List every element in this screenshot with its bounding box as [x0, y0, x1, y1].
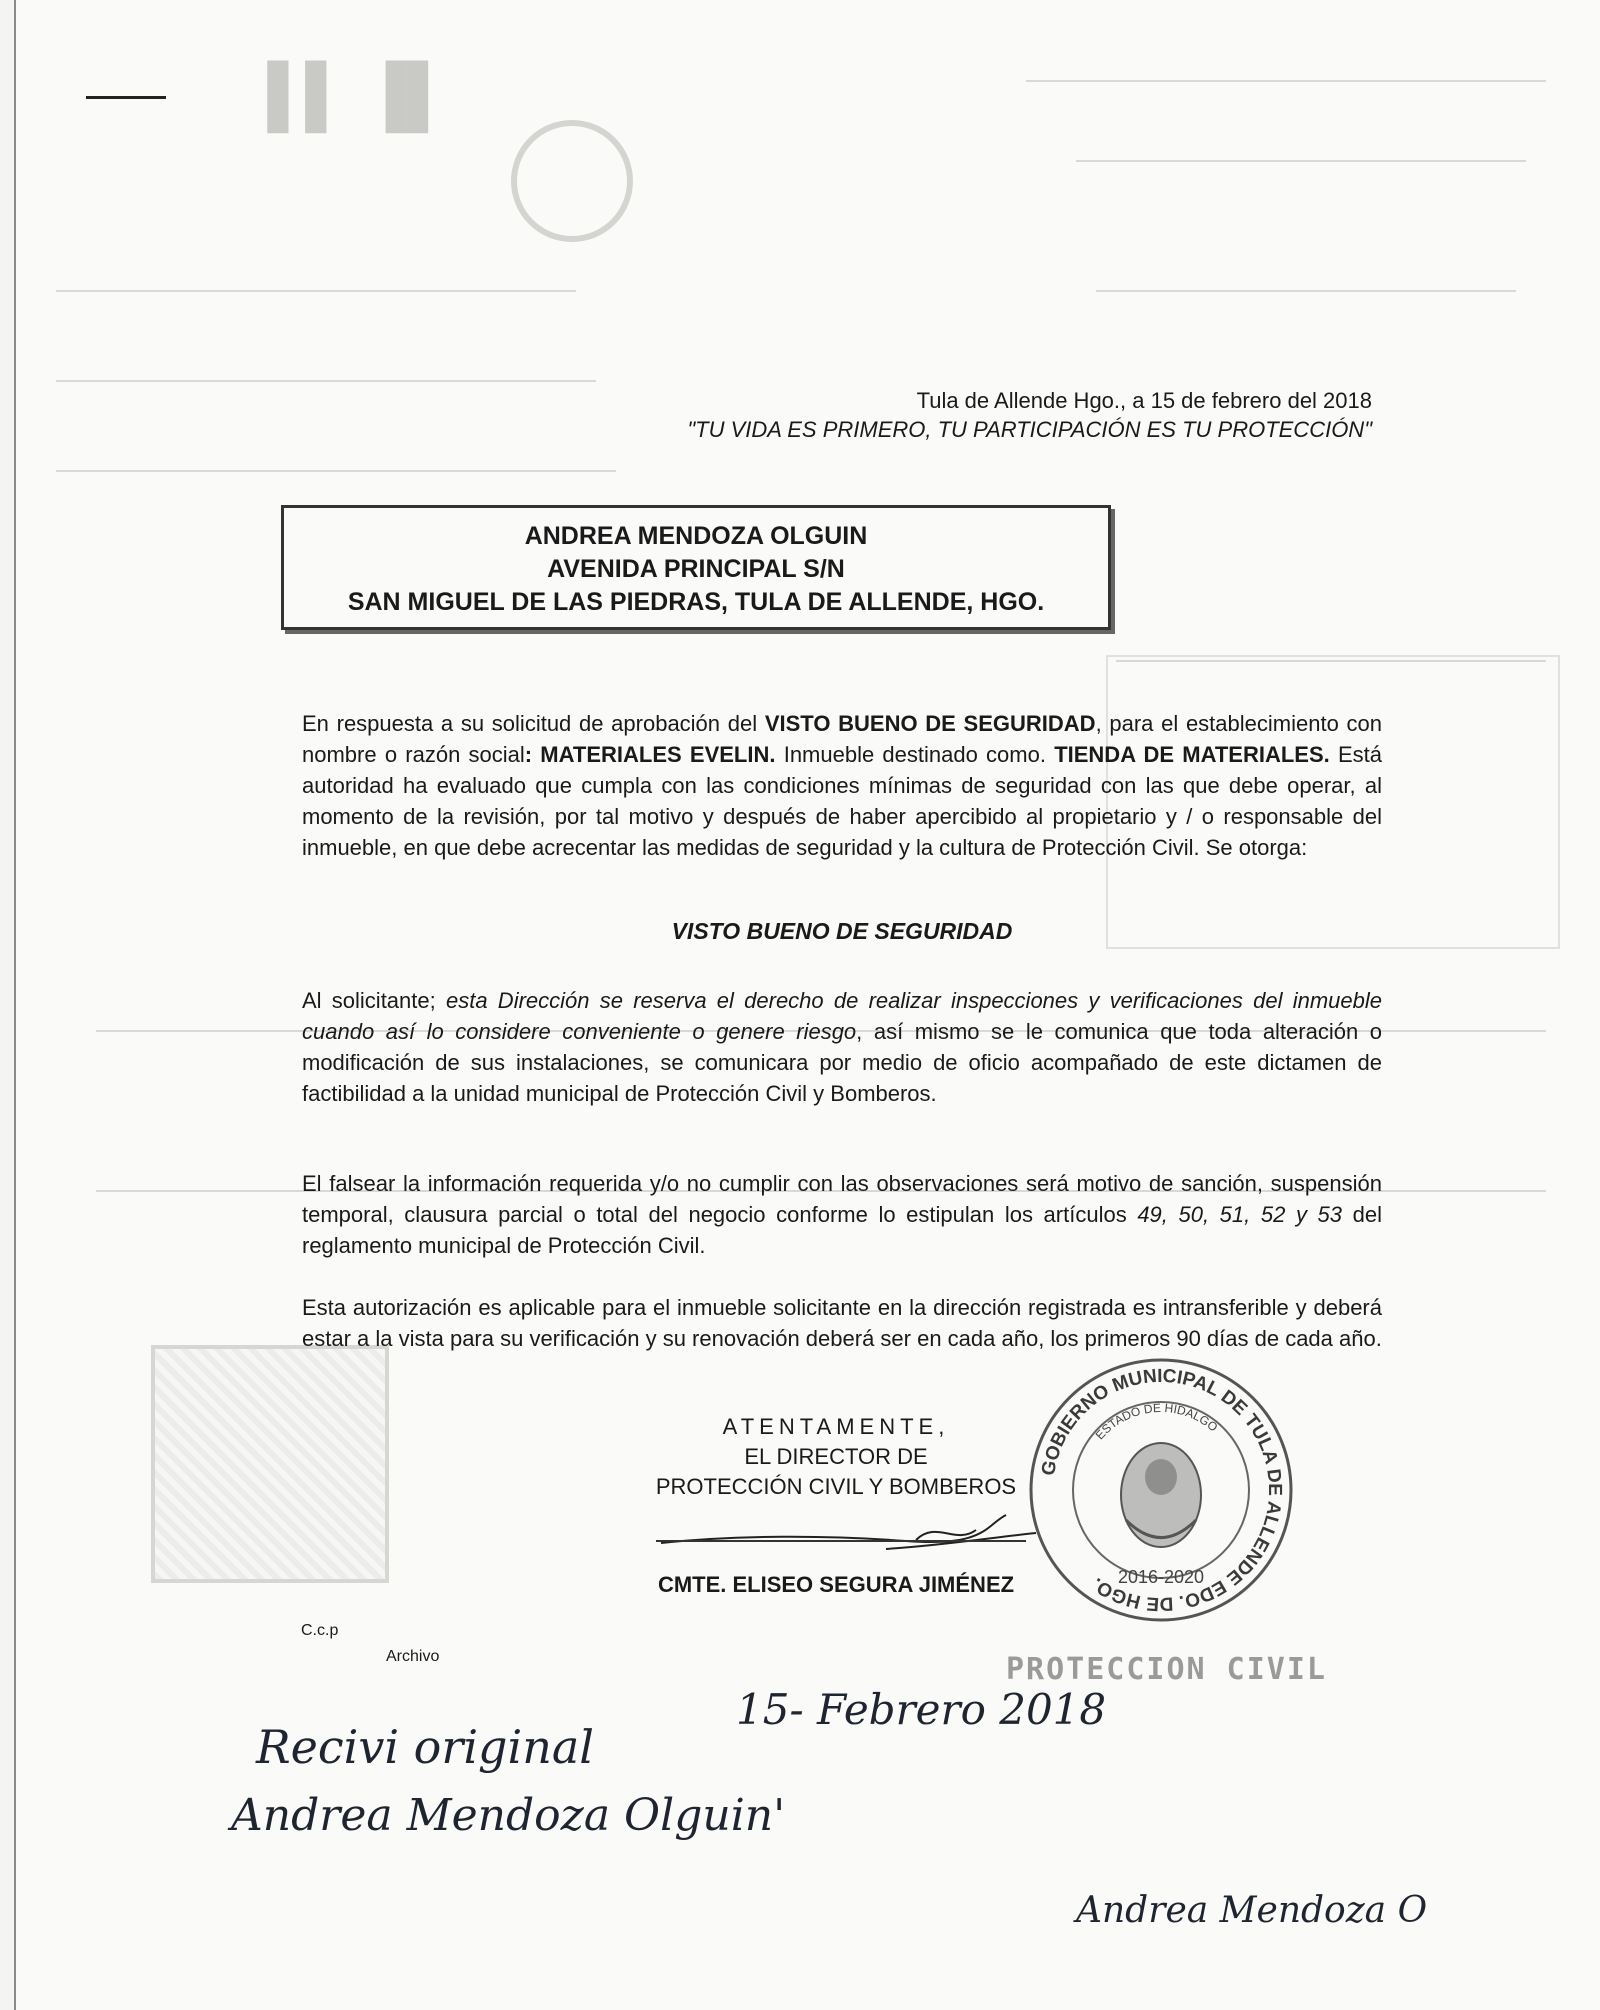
recipient-locality: SAN MIGUEL DE LAS PIEDRAS, TULA DE ALLENDE, HGO. [347, 588, 1045, 616]
civil-protection-stamp: PROTECCION CIVIL [1006, 1652, 1327, 1687]
articles-list: 49, 50, 51, 52 y 53 [1137, 1202, 1343, 1227]
bleed-through-circle [511, 120, 633, 242]
seal-figure-icon [1121, 1443, 1201, 1547]
seal-outer-text: GOBIERNO MUNICIPAL DE TULA DE ALLENDE EDO. DE HGO. [1037, 1365, 1286, 1615]
seal-inner-text: ESTADO DE HIDALGO [1092, 1400, 1221, 1443]
signer-title-1: EL DIRECTOR DE [744, 1444, 928, 1469]
text-run: del reglamento municipal de Protección Civil. [302, 1202, 1382, 1258]
signature-block [636, 1412, 1036, 1502]
seal-years: 2016-2020 [1117, 1567, 1205, 1587]
document-page [14, 0, 1600, 2010]
bleed-through-qr [151, 1345, 389, 1583]
business-name: : MATERIALES EVELIN. [524, 742, 776, 767]
bleed-through-line [56, 290, 576, 292]
signer-name: CMTE. ELISEO SEGURA JIMÉNEZ [657, 1572, 1015, 1597]
text-run: , para el establecimiento con nombre o razón social [302, 711, 1382, 767]
municipal-seal [1026, 1355, 1296, 1625]
text-run: Al solicitante; [302, 988, 446, 1013]
ccp-archivo: Archivo [386, 1648, 440, 1665]
director-signature [656, 1505, 1046, 1565]
handwritten-received: Recivi original [256, 1720, 594, 1774]
svg-text:ESTADO DE HIDALGO [1093, 1401, 1221, 1442]
bleed-through-line [1026, 80, 1546, 82]
paragraph-request [302, 708, 1382, 863]
paragraph-inspections [302, 985, 1382, 1109]
granted-title: VISTO BUENO DE SEGURIDAD [671, 918, 1013, 944]
recipient-box [281, 505, 1111, 630]
bleed-through-line [1076, 160, 1526, 162]
bleed-through-line [56, 380, 596, 382]
recipient-name: ANDREA MENDOZA OLGUIN [524, 522, 868, 550]
text-run: En respuesta a su solicitud de aprobación del [302, 711, 765, 736]
ccp-label: C.c.p [301, 1622, 339, 1639]
text-run: Inmueble destinado como. [775, 742, 1055, 767]
bleed-through-line [1096, 290, 1516, 292]
handwritten-name: Andrea Mendoza Olguin' [231, 1790, 786, 1841]
bleed-through-logo: ▐ ▌ ▐▌ [246, 61, 450, 128]
text-run: , así mismo se le comunica que toda alteración o modificación de sus instalaciones, se comunicara por medio de oficio acompañado de este dictamen de factibilidad a la unidad municipal de Protección Civil y Bomberos. [302, 1019, 1382, 1106]
text-run: Está autoridad ha evaluado que cumpla con las condiciones mínimas de seguridad con las que debe operar, al momento de la revisión, por tal motivo y después de haber apercibido al propietario y / o responsable del inmueble, en que debe acrecentar las medidas de seguridad y la cultura de Protección Civil. Se otorga: [302, 742, 1382, 860]
text-run-bold: VISTO BUENO DE SEGURIDAD [764, 711, 1096, 736]
handwritten-date: 15- Febrero 2018 [736, 1685, 1107, 1734]
pen-mark [86, 96, 166, 99]
recipient-street: AVENIDA PRINCIPAL S/N [547, 555, 845, 583]
motto: "TU VIDA ES PRIMERO, TU PARTICIPACIÓN ES TU PROTECCIÓN" [687, 417, 1372, 442]
signature-line [656, 1540, 1026, 1542]
paragraph-validity: Esta autorización es aplicable para el inmueble solicitante en la dirección registrada es intransferible y deberá estar a la vista para su verificación y su renovación deberá ser en cada año, los primeros 90 días de cada año. [302, 1295, 1382, 1351]
handwritten-signature: Andrea Mendoza O [1076, 1890, 1428, 1931]
place-date: Tula de Allende Hgo., a 15 de febrero del 2018 [916, 388, 1372, 413]
signer-title-2: PROTECCIÓN CIVIL Y BOMBEROS [655, 1474, 1017, 1499]
text-run-italic: esta Dirección se reserva el derecho de realizar inspecciones y verificaciones del inmueble cuando así lo considere conveniente o genere riesgo [302, 988, 1382, 1044]
text-run: El falsear la información requerida y/o no cumplir con las observaciones será motivo de sanción, suspensión temporal, clausura parcial o total del negocio conforme lo estipulan los artículos [302, 1171, 1382, 1227]
business-type: TIENDA DE MATERIALES. [1054, 742, 1330, 767]
bleed-through-line [56, 470, 616, 472]
paragraph-sanctions [302, 1168, 1382, 1261]
closing: ATENTAMENTE, [722, 1414, 950, 1439]
